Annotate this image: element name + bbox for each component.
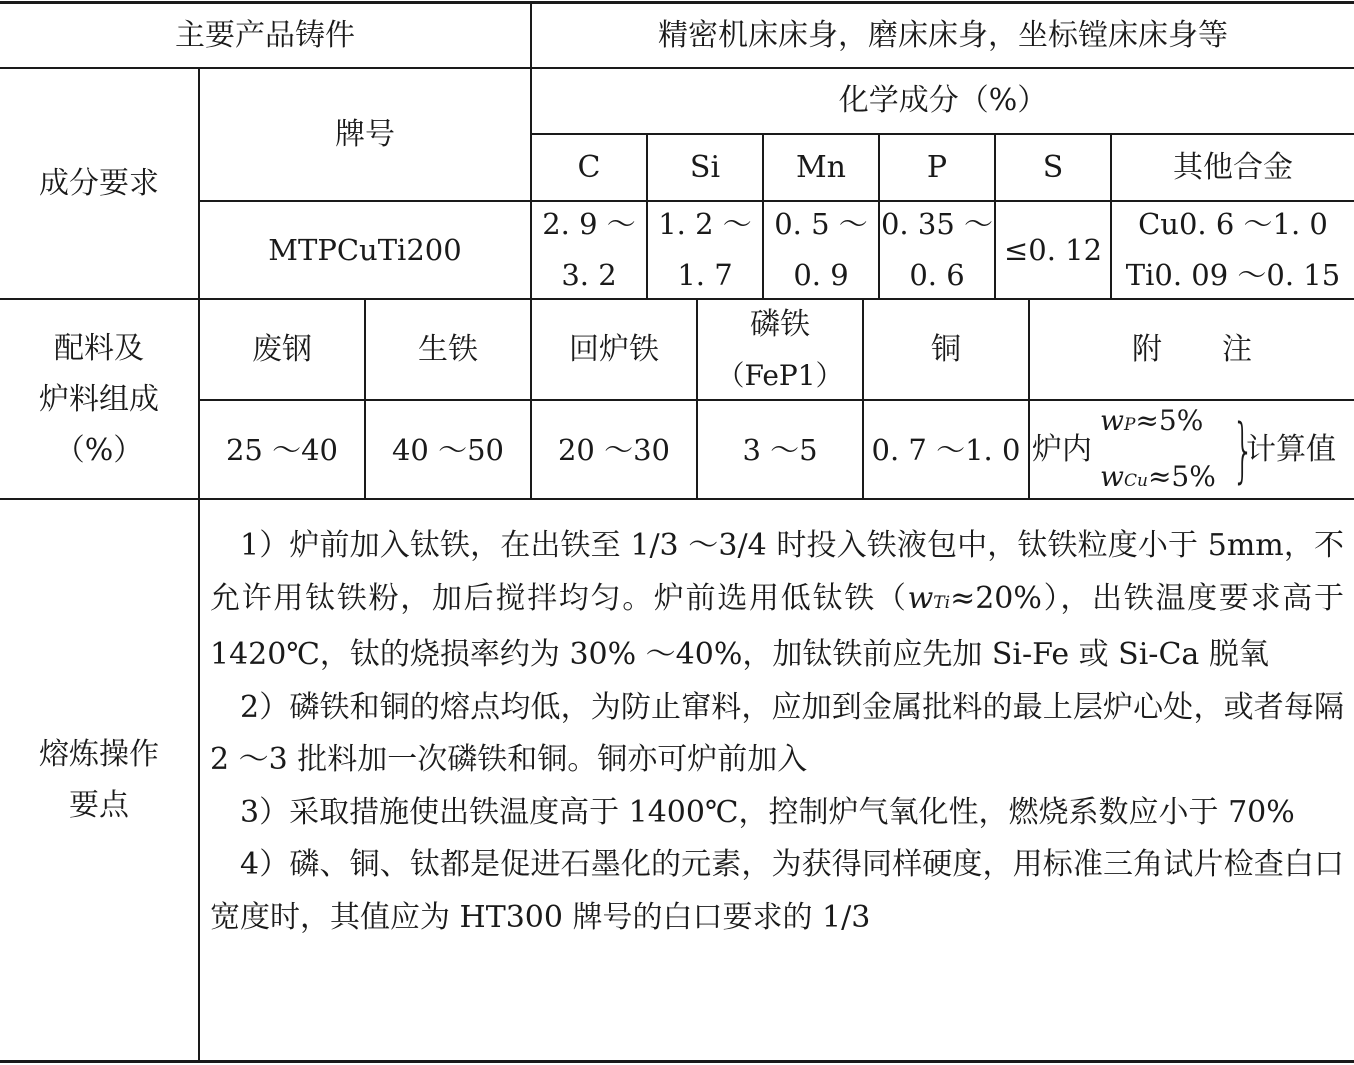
value-returns: 20 ～30	[557, 432, 671, 467]
note-brace: }	[1232, 409, 1255, 491]
smelting-label-line2: 要点	[69, 788, 129, 823]
smelting-notes	[210, 520, 1344, 944]
value-other-ti: Ti0. 09 ～0. 15	[1125, 258, 1341, 292]
value-copper: 0. 7 ～1. 0	[871, 432, 1021, 467]
value-c	[532, 202, 646, 298]
main-products-label: 主要产品铸件	[175, 17, 355, 53]
value-si-line1: 1. 2 ～	[658, 207, 752, 241]
header-returns: 回炉铁	[569, 331, 659, 367]
composition-label: 成分要求	[39, 165, 159, 201]
rule-bottom	[0, 1060, 1354, 1063]
element-s: S	[1042, 149, 1064, 185]
value-s: ≤0. 12	[1003, 233, 1103, 267]
value-c-line2: 3. 2	[561, 258, 617, 292]
note-formula-p: wP≈5%	[1100, 404, 1204, 437]
value-pig-iron: 40 ～50	[391, 432, 505, 467]
value-p-line1: 0. 35 ～	[880, 207, 993, 241]
header-note: 附 注	[1132, 331, 1252, 367]
main-products-value: 精密机床床身，磨床床身，坐标镗床床身等	[658, 17, 1228, 53]
note-suffix: 计算值	[1246, 432, 1336, 467]
header-ferrophosphorus	[698, 300, 862, 399]
header-ferrophosphorus-line2: （FeP1）	[716, 358, 844, 392]
smelting-label	[0, 500, 198, 1060]
element-c: C	[577, 149, 601, 185]
value-p	[880, 202, 994, 298]
header-pig-iron: 生铁	[418, 331, 478, 367]
smelting-point-2: 2）磷铁和铜的熔点均低，为防止窜料，应加到金属批料的最上层炉心处，或者每隔 2 ～3 批料加一次磷铁和铜。铜亦可炉前加入	[210, 689, 1344, 777]
note-cell	[1032, 402, 1352, 498]
element-p: P	[926, 149, 948, 185]
value-mn-line1: 0. 5 ～	[774, 207, 868, 241]
charge-label-line1: 配料及	[54, 330, 144, 366]
element-si: Si	[689, 149, 721, 185]
value-mn	[764, 202, 878, 298]
chem-header: 化学成分（%）	[838, 83, 1048, 118]
header-scrap-steel: 废钢	[252, 331, 312, 367]
value-scrap-steel: 25 ～40	[225, 432, 339, 467]
grade-value: MTPCuTi200	[268, 233, 462, 267]
value-p-line2: 0. 6	[909, 258, 965, 292]
element-mn: Mn	[795, 149, 847, 185]
charge-label-line3: （%）	[54, 432, 144, 468]
smelting-point-1: 1）炉前加入钛铁，在出铁至 1/3 ～3/4 时投入铁液包中，钛铁粒度小于 5mm，不允许用钛铁粉，加后搅拌均匀。炉前选用低钛铁（wTi≈20%），出铁温度要求高于 1420℃，钛的烧损率约为 30% ～40%，加钛铁前应先加 Si-Fe 或 Si-Ca 脱氧	[210, 528, 1344, 672]
value-mn-line2: 0. 9	[793, 258, 849, 292]
header-copper: 铜	[931, 331, 961, 367]
grade-header: 牌号	[335, 116, 395, 152]
header-ferrophosphorus-line1: 磷铁	[750, 306, 810, 342]
smelting-point-3: 3）采取措施使出铁温度高于 1400℃，控制炉气氧化性，燃烧系数应小于 70%	[240, 794, 1295, 830]
rule	[0, 498, 1354, 500]
value-ferrophosphorus: 3 ～5	[742, 432, 818, 467]
note-prefix: 炉内	[1032, 432, 1092, 467]
smelting-point-4: 4）磷、铜、钛都是促进石墨化的元素，为获得同样硬度，用标准三角试片检查白口宽度时，其值应为 HT300 牌号的白口要求的 1/3	[210, 847, 1344, 935]
smelting-label-line1: 熔炼操作	[39, 737, 159, 772]
note-formula-cu: wCu≈5%	[1100, 460, 1216, 493]
value-other	[1112, 202, 1354, 298]
element-other: 其他合金	[1173, 149, 1293, 185]
charge-label	[0, 300, 198, 498]
value-other-cu: Cu0. 6 ～1. 0	[1138, 207, 1328, 241]
charge-label-line2: 炉料组成	[39, 381, 159, 417]
value-c-line1: 2. 9 ～	[542, 207, 636, 241]
value-si-line2: 1. 7	[677, 258, 733, 292]
value-si	[648, 202, 762, 298]
